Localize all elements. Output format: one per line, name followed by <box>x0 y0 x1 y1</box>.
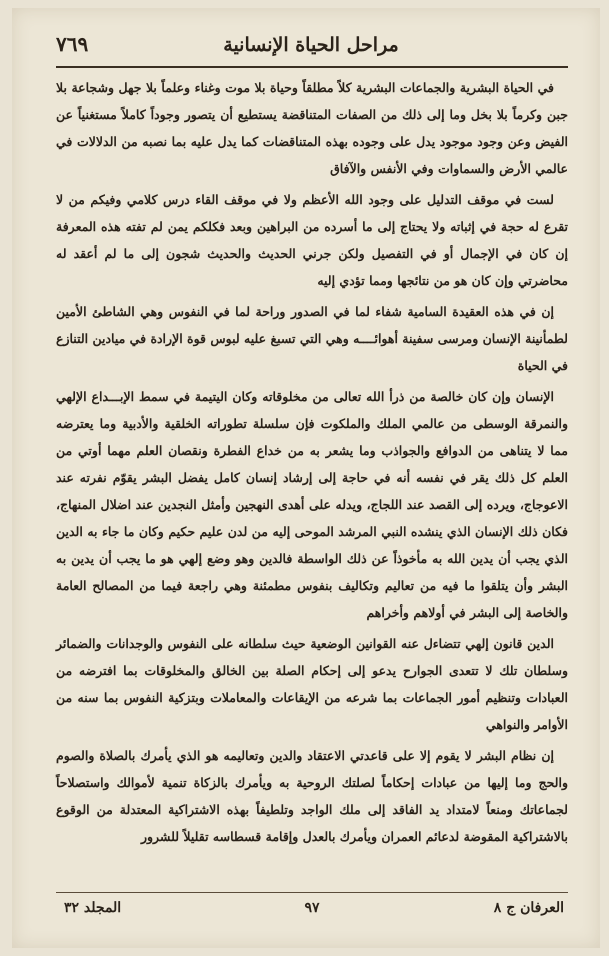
paragraph: إن نظام البشر لا يقوم إلا على قاعدتي الاعتقاد والدين وتعاليمه هو الذي يأمرك بالصلاة والصوم والحج وما إليها من عبادات إحكاماً لصلتك الروحية به ويأمرك بالزكاة تنمية لأموالك واستصلاحاً لجماعاتك ومنعاً لامتداد يد الفاقد إلى ملك الواجد وتلطيفاً بهذه الاشتراكية المعتدلة من الوقوع بالاشتراكية المقوضة لدعائم العمران ويأمرك بالعدل وإقامة قسطاسه تقليلاً للشرور <box>56 748 568 844</box>
paragraph: إن في هذه العقيدة السامية شفاء لما في الصدور وراحة لما في النفوس وهي الشاطئ الأمين لطمأنينة الإنسان ومرسى سفينة أهوائــــه وهي التي تسبغ عليه لبوس قوة الإرادة في ميادين التنازع في الحياة <box>56 304 568 373</box>
header-divider <box>56 66 568 68</box>
paragraph: الدين قانون إلهي تتضاءل عنه القوانين الوضعية حيث سلطانه على النفوس والوجدانات والضمائر وسلطان تلك لا تتعدى الجوارح يدعو إلى إحكام الصلة بين الخالق والمخلوقات بما افترضه من العبادات وتنظيم أمور الجماعات بما شرعه من الإيقاعات والمعاملات وبتزكية النفوس بما سنه من الأوامر والنواهي <box>56 636 568 732</box>
footer-page-number: ٩٧ <box>304 900 320 916</box>
page-number: ٧٦٩ <box>56 32 89 56</box>
page-footer <box>56 900 568 926</box>
paragraph: في الحياة البشرية والجماعات البشرية كلاً مطلقاً وحياة بلا موت وغناء وعلماً بلا جهل وشجاعة بلا جبن وكرماً بلا بخل وما إلى ذلك من الصفات المتناقضة يستطيع أن يتصور وجوداً كاملاً مستغنياً عن الفيض وعن وجود موجود يدل على وجوده بهذه المتناقضات كما يدل عليه بما نصبه من الدلالات في عالمي الأرض والسماوات وفي الأنفس والآفاق <box>56 80 568 176</box>
article-body <box>56 74 568 889</box>
page-header <box>56 32 566 68</box>
volume-label: المجلد ٣٢ <box>64 900 122 916</box>
footer-divider <box>56 892 568 893</box>
paragraph: الإنسان وإن كان خالصة من ذرأ الله تعالى من مخلوقاته وكان اليتيمة في سمط الإبـــداع الإلهي والنمرقة الوسطى من عالمي الملك والملكوت فإن سلسلة تطوراته الخلقية والأدبية وما يعترضه مما لا يتناهى من الدوافع والجواذب وما يشعر به من خداع الفطرة ونقصان العلم مهما أوتي من العلم كل ذلك يقر في نفسه أنه في حاجة إلى إرشاد إنسان كامل يفضل البشر يقوّم نفرته عند الاعوجاج، ويرده إلى القصد عند اللجاج، ويدله على أهدى النهجين وأمثل النجدين عند اضلال المنهاج، فكان ذلك الإنسان الذي ينشده النبي المرشد الموحى إليه من لدن عليم حكيم وكان ما جاء به الدين الذي يجب أن يدين الله به مأخوذاً عن ذلك الواسطة فالدين وهو وضع إلهي هو ما يجب أن يدين به البشر وأن يتلقوا ما فيه من تعاليم وتكاليف بنفوس مطمئنة وهي راجعة فيما من المصالح العامة والخاصة إلى البشر في أولاهم وأخراهم <box>56 389 568 620</box>
book-page <box>12 8 600 948</box>
journal-issue: العرفان ج ٨ <box>493 900 564 916</box>
running-title: مراحل الحياة الإنسانية <box>223 34 399 56</box>
paragraph: لست في موقف التدليل على وجود الله الأعظم ولا في موقف القاء درس كلامي وفيكم من لا تقرع له حجة في إثباته ولا يحتاج إلى ما أسرده من البراهين وبعد فكلكم يمن لم تفته هذه المعرفة إن كان في الإجمال أو في التفصيل ولكن جرني الحديث والحديث شجون إلى ما لم أعقد له محاضرتي وإن كان هو من نتائجها ومما تؤدي إليه <box>56 192 568 288</box>
